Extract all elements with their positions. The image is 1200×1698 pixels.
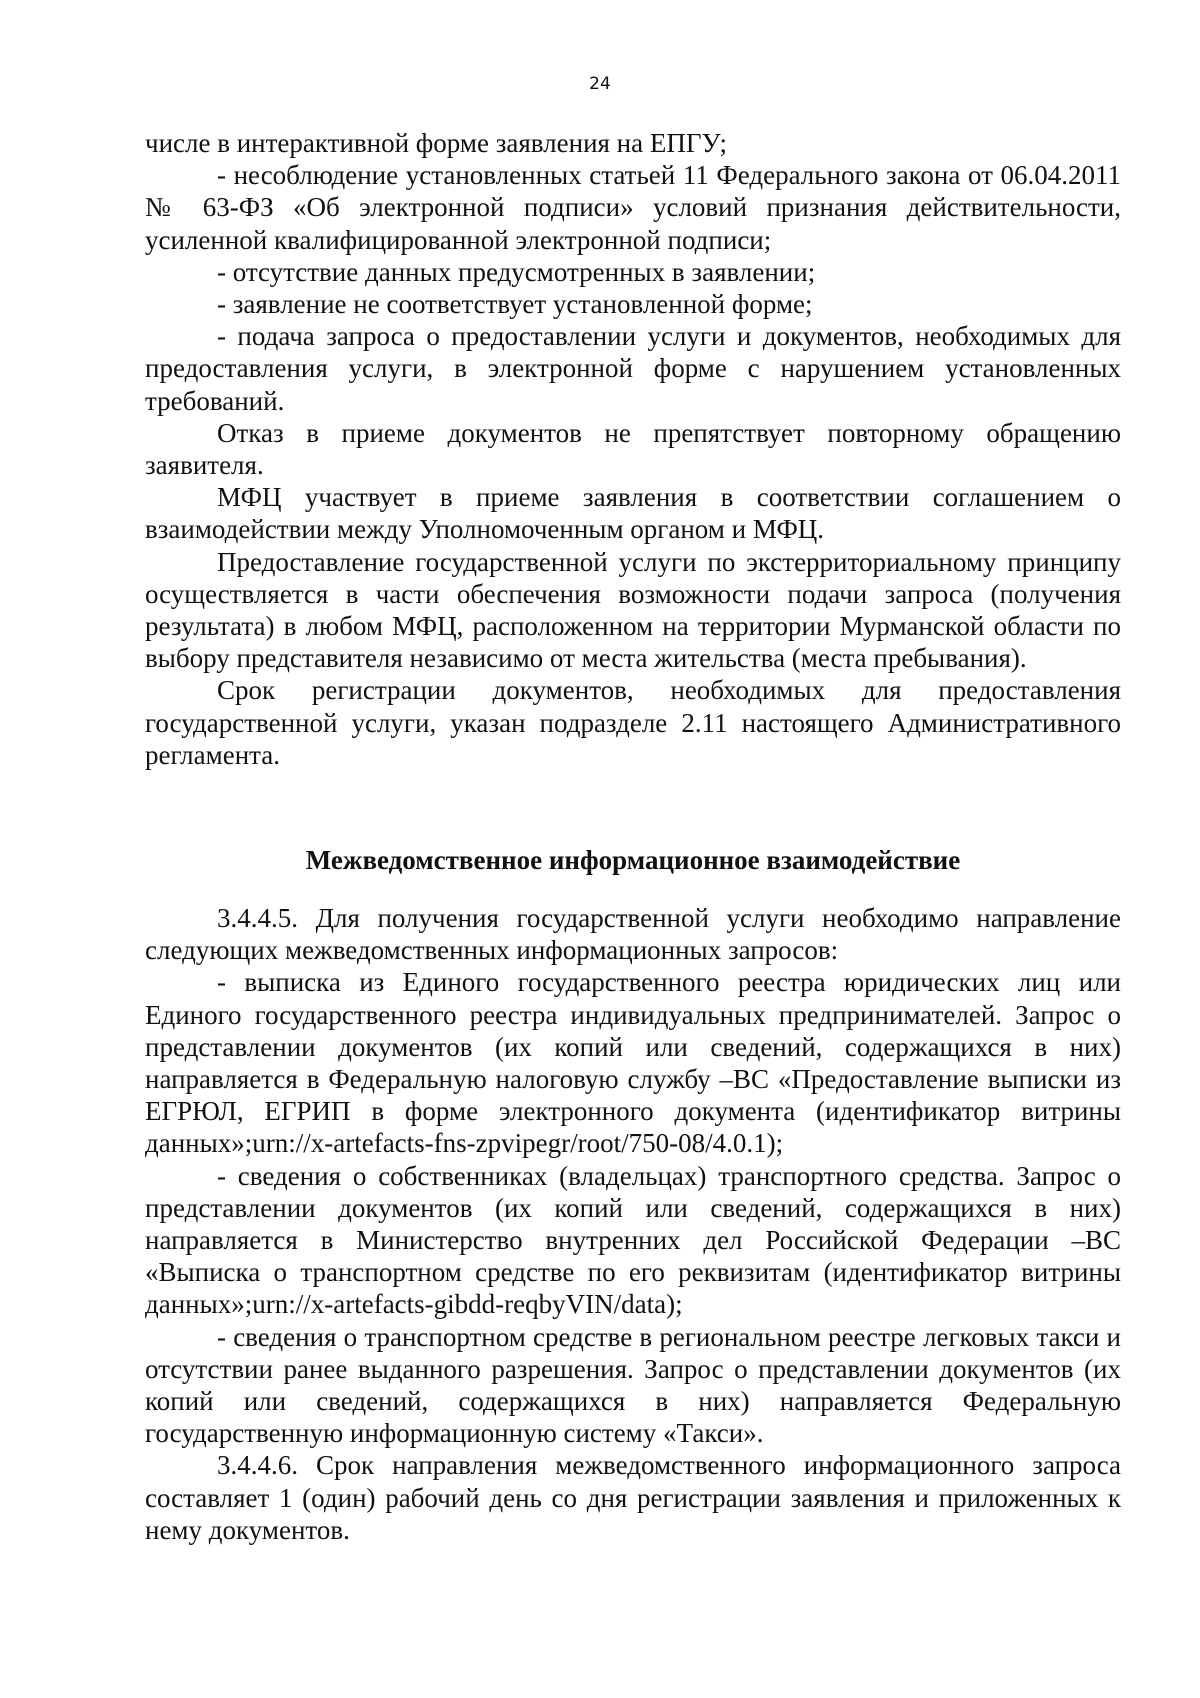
paragraph: - заявление не соответствует установленной форме; [217, 289, 813, 320]
document-body-part-2 [145, 902, 1121, 1546]
paragraph: МФЦ участвует в приеме заявления в соответствии соглашением о взаимодействии между Уполномоченным органом и МФЦ. [145, 482, 1121, 545]
document-body-part-1 [145, 127, 1121, 771]
paragraph: - несоблюдение установленных статьей 11 Федерального закона от 06.04.2011 № 63-ФЗ «Об электронной подписи» условий признания действительности, усиленной квалифицированной электронной подписи; [145, 160, 1121, 255]
paragraph: Отказ в приеме документов не препятствует повторному обращению заявителя. [145, 417, 1121, 481]
paragraph: - сведения о транспортном средстве в региональном реестре легковых такси и отсутствии ранее выданного разрешения. Запрос о представлении документов (их копий или сведений, содержащихся в них) направляется Федеральную государственную информационную систему «Такси». [145, 1321, 1121, 1449]
paragraph: Предоставление государственной услуги по экстерриториальному принципу осуществляется в части обеспечения возможности подачи запроса (получения результата) в любом МФЦ, расположенном на территории Мурманской области по выбору представителя независимо от места жительства (места пребывания). [145, 546, 1121, 674]
page-number: 24 [589, 74, 611, 94]
paragraph: 3.4.4.6. Срок направления межведомственного информационного запроса составляет 1 (один) рабочий день со дня регистрации заявления и приложенных к нему документов. [145, 1450, 1121, 1545]
paragraph: числе в интерактивной форме заявления на ЕПГУ; [145, 128, 728, 158]
paragraph: Срок регистрации документов, необходимых для предоставления государственной услуги, указан подразделе 2.11 настоящего Административного регламента. [145, 675, 1121, 770]
paragraph: - подача запроса о предоставлении услуги и документов, необходимых для предоставления услуги, в электронной форме с нарушением установленных требований. [145, 321, 1121, 416]
paragraph: - выписка из Единого государственного реестра юридических лиц или Единого государственного реестра индивидуальных предпринимателей. Запрос о представлении документов (их копий или сведений, содержащихся в них) направляется в Федеральную налоговую службу –ВС «Предоставление выписки из ЕГРЮЛ, ЕГРИП в форме электронного документа (идентификатор витрины данных»;urn://x-artefacts-fns-zpvipegr/root/750-08/4.0.1); [145, 967, 1121, 1159]
paragraph: - отсутствие данных предусмотренных в заявлении; [217, 256, 816, 287]
section-heading: Межведомственное информационное взаимодействие [305, 845, 961, 875]
paragraph: - сведения о собственниках (владельцах) транспортного средства. Запрос о представлении документов (их копий или сведений, содержащихся в них) направляется в Министерство внутренних дел Российской Федерации –ВС «Выписка о транспортном средстве по его реквизитам (идентификатор витрины данных»;urn://x-artefacts-gibdd-reqbyVIN/data); [145, 1160, 1121, 1320]
paragraph: 3.4.4.5. Для получения государственной услуги необходимо направление следующих межведомственных информационных запросов: [145, 903, 1121, 966]
